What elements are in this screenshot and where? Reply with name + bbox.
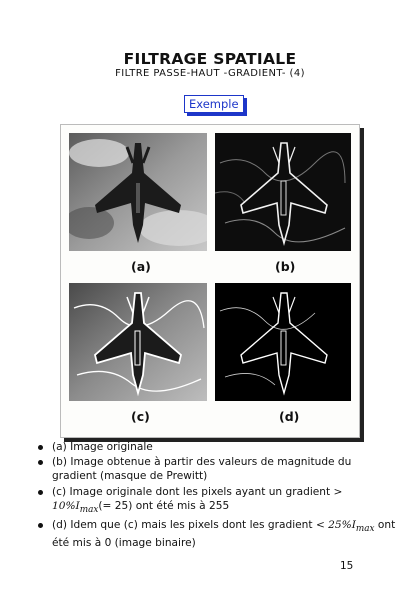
panel-a-label: (a)	[131, 259, 151, 274]
panel-b-image	[215, 133, 351, 251]
bullet-dot-icon	[38, 523, 43, 528]
panel-c-label: (c)	[131, 409, 150, 424]
panel-c-image	[69, 283, 207, 401]
bullet-dot-icon	[38, 460, 43, 465]
panel-d-image	[215, 283, 351, 401]
caption-d-pre: (d) Idem que (c) mais les pixels dont les gradient	[52, 519, 316, 532]
bullet-dot-icon	[38, 445, 43, 450]
caption-list	[36, 440, 396, 552]
caption-c-post: (= 25) ont été mis à 255	[98, 499, 230, 512]
bullet-dot-icon	[38, 490, 43, 495]
caption-c-sub: max	[79, 504, 99, 515]
list-item	[36, 485, 396, 518]
page-title: FILTRAGE SPATIALE	[123, 50, 297, 68]
figure	[60, 124, 360, 438]
caption-d-sub: max	[355, 524, 375, 535]
page-number: 15	[340, 560, 354, 572]
panel-a-image	[69, 133, 207, 251]
page-subtitle: FILTRE PASSE-HAUT -GRADIENT- (4)	[115, 68, 305, 79]
panel-b-label: (b)	[275, 259, 296, 274]
caption-a: (a) Image originale	[52, 441, 153, 453]
caption-c-pre: (c) Image originale dont les pixels ayant un gradient	[52, 485, 334, 498]
list-item	[36, 518, 396, 551]
panel-d-label: (d)	[279, 409, 300, 424]
list-item	[36, 455, 396, 483]
list-item	[36, 440, 396, 454]
caption-d-math: < 25%I	[315, 519, 356, 532]
caption-d-post: ont été mis à 0 (image binaire)	[52, 519, 396, 550]
example-box: Exemple	[184, 95, 244, 113]
caption-c-math: > 10%I	[52, 485, 343, 512]
caption-b: (b) Image obtenue à partir des valeurs de magnitude du gradient (masque de Prewitt)	[52, 456, 352, 483]
